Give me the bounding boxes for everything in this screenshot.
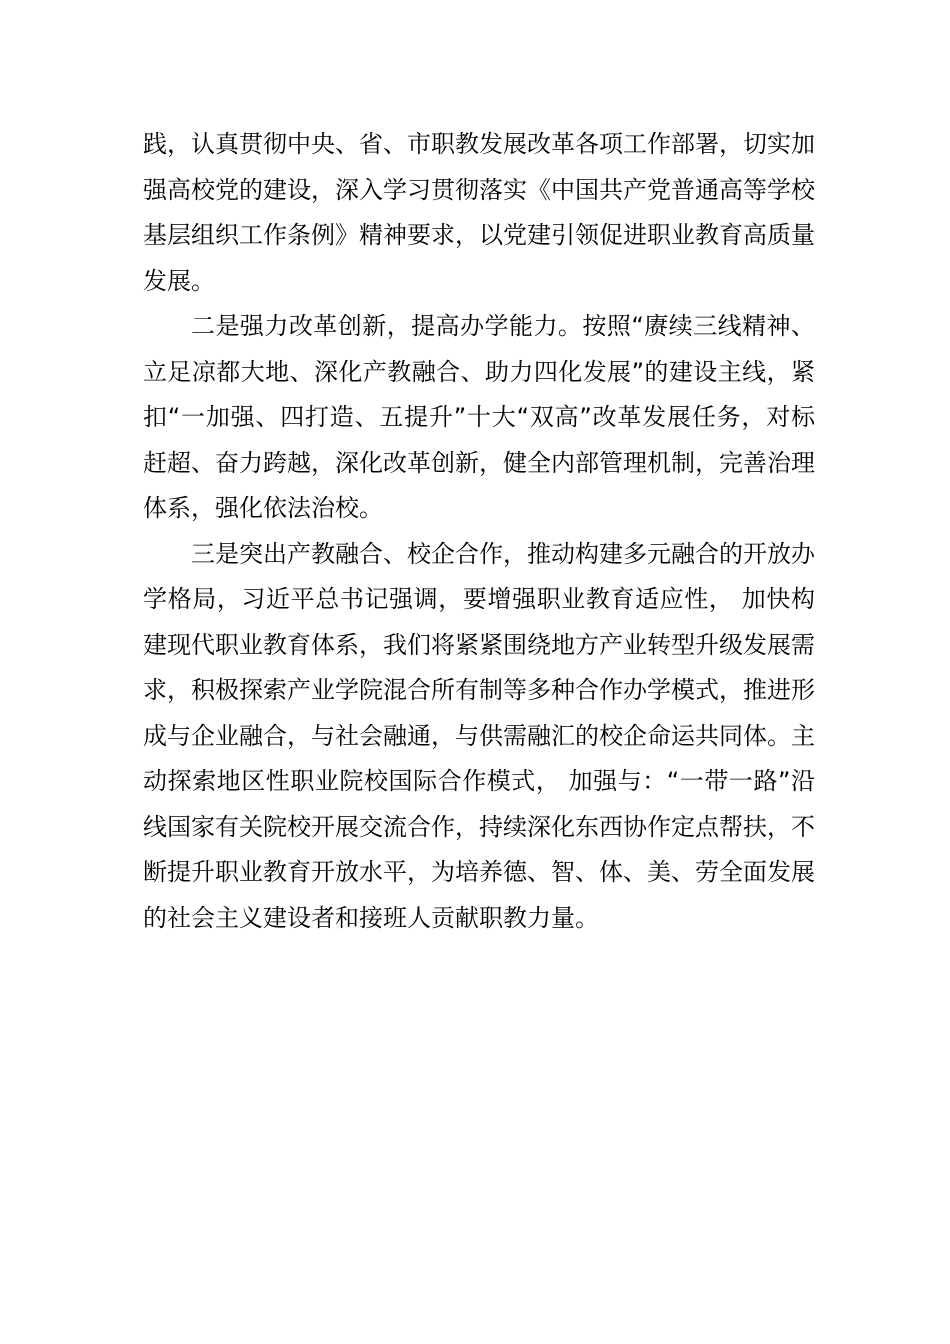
paragraph-continuation: 践，认真贯彻中央、省、市职教发展改革各项工作部署，切实加强高校党的建设，深入学习贯彻落实《中国共产党普通高等学校基层组织工作条例》精神要求，以党建引领促进职业教育高质量发展。 — [143, 130, 815, 295]
paragraph-reform-innovation: 二是强力改革创新，提高办学能力。按照“赓续三线精神、立足凉都大地、深化产教融合、助力四化发展”的建设主线，紧扣“一加强、四打造、五提升”十大“双高”改革发展任务，对标赶超、奋力跨越，深化改革创新，健全内部管理机制，完善治理体系，强化依法治校。 — [143, 312, 815, 522]
paragraph-industry-education-integration: 三是突出产教融合、校企合作，推动构建多元融合的开放办学格局，习近平总书记强调，要增强职业教育适应性， 加快构建现代职业教育体系，我们将紧紧围绕地方产业转型升级发展需求，积极探索产业学院混合所有制等多种合作办学模式，推进形成与企业融合，与社会融通，与供需融汇的校企命运共同体。主动探索地区性职业院校国际合作模式， 加强与：“一带一路”沿线国家有关院校开展交流合作，持续深化东西协作定点帮扶，不断提升职业教育开放水平，为培养德、智、体、美、劳全面发展的社会主义建设者和接班人贡献职教力量。 — [143, 539, 815, 932]
document-body — [143, 122, 815, 941]
